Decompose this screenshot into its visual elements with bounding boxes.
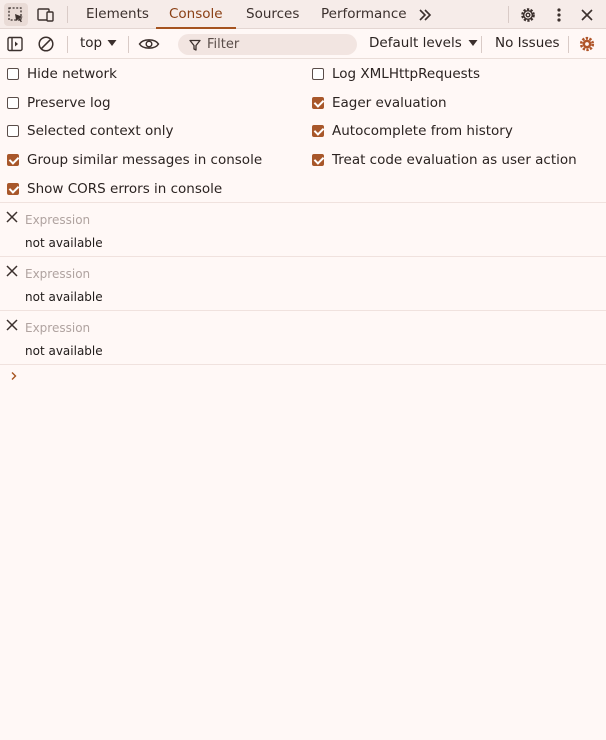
show-sidebar-button[interactable] bbox=[6, 35, 24, 53]
chevron-double-right-icon bbox=[417, 8, 433, 22]
console-prompt[interactable] bbox=[10, 370, 18, 382]
tab-performance[interactable]: Performance bbox=[321, 6, 407, 22]
close-icon bbox=[580, 8, 594, 22]
checkbox[interactable] bbox=[7, 183, 19, 195]
divider bbox=[481, 36, 482, 53]
settings-button[interactable] bbox=[516, 3, 540, 26]
filter-box[interactable] bbox=[178, 34, 357, 55]
more-tabs-button[interactable] bbox=[413, 3, 437, 26]
gear-icon bbox=[519, 6, 537, 24]
close-icon bbox=[6, 211, 18, 223]
chevron-right-icon bbox=[10, 370, 18, 382]
clear-icon bbox=[37, 35, 55, 53]
option-label: Log XMLHttpRequests bbox=[332, 66, 480, 82]
option-eager-evaluation[interactable] bbox=[312, 95, 447, 111]
context-selector[interactable] bbox=[80, 35, 117, 51]
option-label: Hide network bbox=[27, 66, 117, 82]
option-label: Treat code evaluation as user action bbox=[332, 152, 577, 168]
expression-value: not available bbox=[25, 290, 103, 304]
divider bbox=[67, 36, 68, 53]
gear-icon bbox=[578, 35, 596, 53]
option-label: Eager evaluation bbox=[332, 95, 447, 111]
sidebar-toggle-icon bbox=[6, 35, 24, 53]
tab-console[interactable]: Console bbox=[156, 0, 236, 29]
log-levels-dropdown[interactable] bbox=[369, 35, 478, 51]
remove-expression-button[interactable] bbox=[6, 319, 18, 331]
tab-elements[interactable]: Elements bbox=[86, 6, 149, 22]
inspect-element-button[interactable] bbox=[4, 3, 28, 26]
expression-input[interactable]: Expression bbox=[25, 213, 91, 227]
close-devtools-button[interactable] bbox=[575, 3, 599, 26]
caret-down-icon bbox=[107, 39, 117, 47]
option-label: Group similar messages in console bbox=[27, 152, 263, 168]
divider bbox=[67, 6, 68, 23]
option-treat-eval-user-action[interactable] bbox=[312, 152, 577, 168]
checkbox[interactable] bbox=[7, 97, 19, 109]
option-selected-context-only[interactable] bbox=[7, 123, 174, 139]
remove-expression-button[interactable] bbox=[6, 265, 18, 277]
option-hide-network[interactable] bbox=[7, 66, 117, 82]
live-expression-button[interactable] bbox=[138, 36, 160, 52]
filter-input[interactable] bbox=[207, 37, 347, 52]
divider bbox=[568, 36, 569, 53]
tab-sources[interactable]: Sources bbox=[246, 6, 300, 22]
divider bbox=[508, 6, 509, 23]
filter-icon bbox=[189, 39, 201, 51]
option-label: Selected context only bbox=[27, 123, 174, 139]
device-toolbar-button[interactable] bbox=[34, 3, 58, 26]
expression-input[interactable]: Expression bbox=[25, 321, 91, 335]
close-icon bbox=[6, 265, 18, 277]
checkbox[interactable] bbox=[7, 68, 19, 80]
console-settings-pane bbox=[0, 60, 606, 203]
expression-value: not available bbox=[25, 344, 103, 358]
remove-expression-button[interactable] bbox=[6, 211, 18, 223]
live-expression bbox=[0, 257, 606, 311]
clear-console-button[interactable] bbox=[37, 35, 55, 53]
option-preserve-log[interactable] bbox=[7, 95, 111, 111]
eye-icon bbox=[138, 36, 160, 52]
devtools-tab-bar bbox=[0, 0, 606, 29]
expression-input[interactable]: Expression bbox=[25, 267, 91, 281]
option-label: Show CORS errors in console bbox=[27, 181, 223, 197]
context-label: top bbox=[80, 35, 103, 51]
close-icon bbox=[6, 319, 18, 331]
inspect-icon bbox=[7, 6, 25, 24]
more-vertical-icon bbox=[556, 7, 562, 23]
device-toggle-icon bbox=[36, 6, 56, 24]
option-group-similar[interactable] bbox=[7, 152, 262, 168]
checkbox[interactable] bbox=[7, 154, 19, 166]
live-expression bbox=[0, 203, 606, 257]
expression-value: not available bbox=[25, 236, 103, 250]
caret-down-icon bbox=[468, 39, 478, 47]
checkbox[interactable] bbox=[312, 125, 324, 137]
option-label: Preserve log bbox=[27, 95, 111, 111]
checkbox[interactable] bbox=[312, 68, 324, 80]
console-settings-button[interactable] bbox=[578, 35, 596, 53]
checkbox[interactable] bbox=[312, 154, 324, 166]
option-autocomplete-history[interactable] bbox=[312, 123, 513, 139]
customize-menu-button[interactable] bbox=[547, 3, 571, 26]
option-label: Autocomplete from history bbox=[332, 123, 513, 139]
divider bbox=[128, 36, 129, 53]
checkbox[interactable] bbox=[312, 97, 324, 109]
checkbox[interactable] bbox=[7, 125, 19, 137]
option-show-cors-errors[interactable] bbox=[7, 181, 222, 197]
log-levels-label: Default levels bbox=[369, 35, 462, 51]
issues-counter[interactable]: No Issues bbox=[495, 35, 560, 51]
option-log-xmlhttprequests[interactable] bbox=[312, 66, 480, 82]
live-expression bbox=[0, 311, 606, 365]
